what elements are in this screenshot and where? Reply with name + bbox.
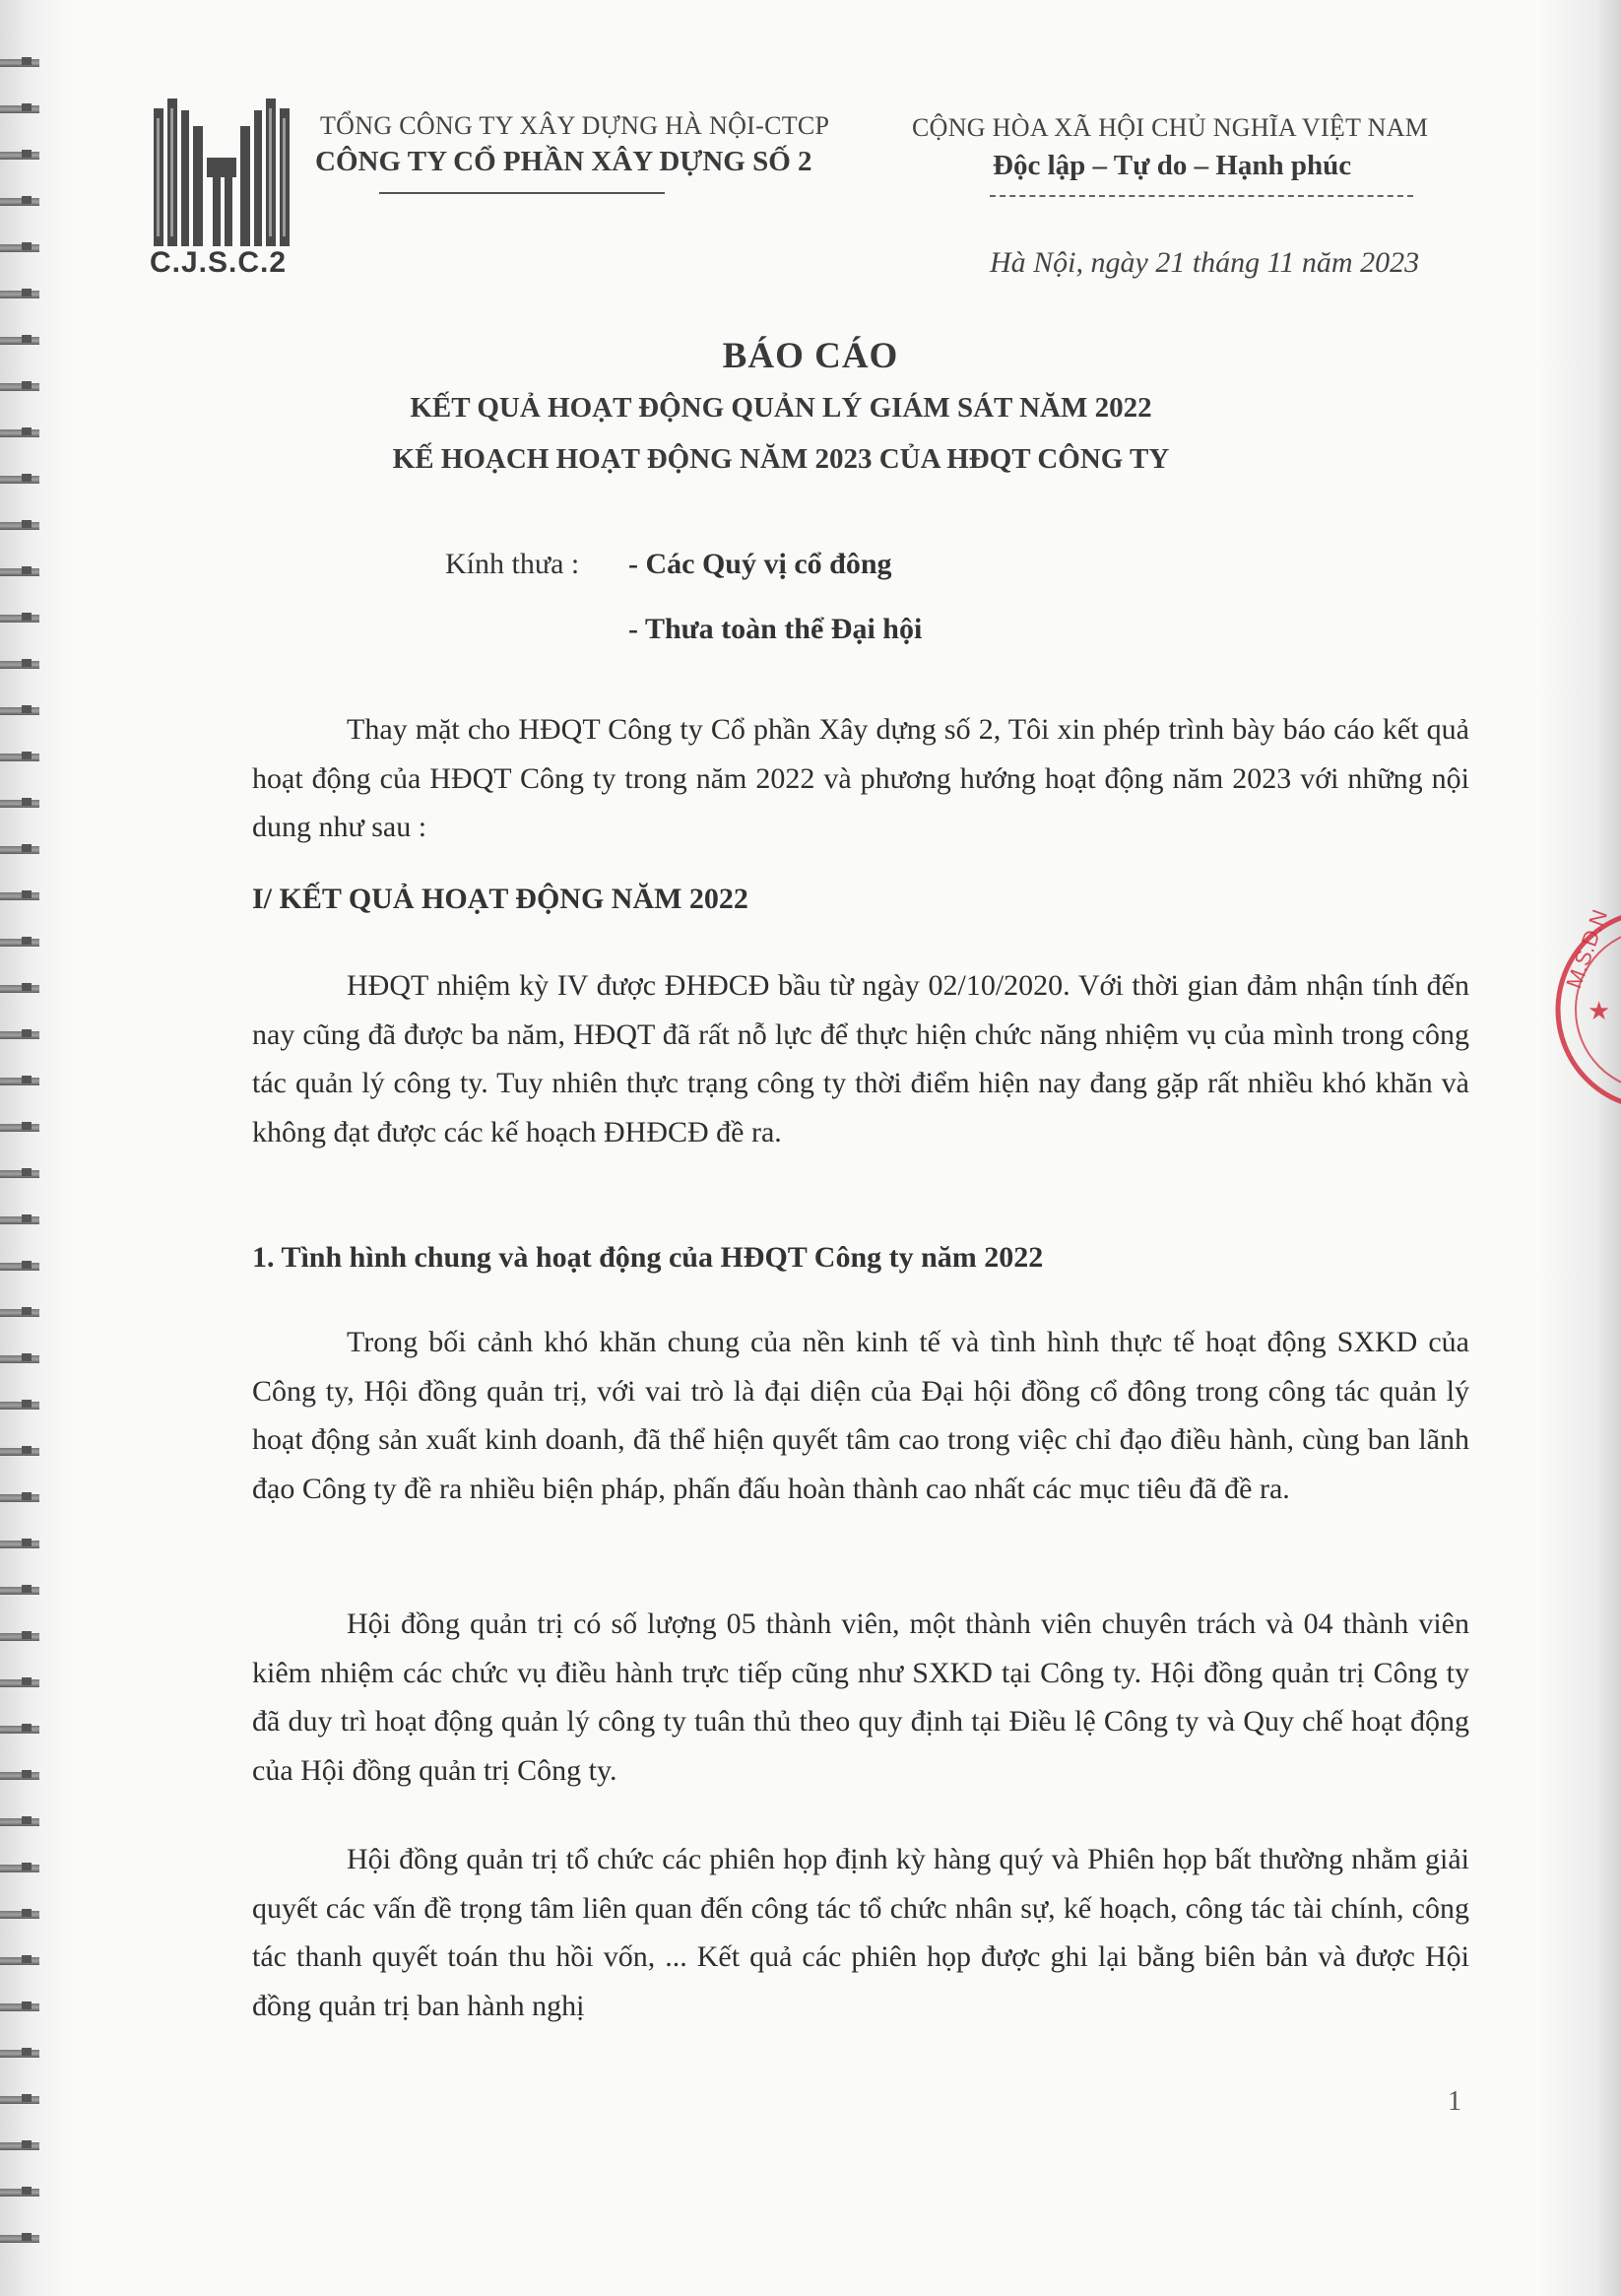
dateline: Hà Nội, ngày 21 tháng 11 năm 2023 — [990, 246, 1420, 279]
logo-text: C.J.S.C.2 — [150, 246, 288, 279]
salutation-line-2: - Thưa toàn thể Đại hội — [628, 613, 923, 645]
company-name: CÔNG TY CỔ PHẦN XÂY DỰNG SỐ 2 — [315, 146, 812, 177]
subsection-heading: 1. Tình hình chung và hoạt động của HĐQT Công ty năm 2022 — [252, 1241, 1044, 1274]
svg-text:★: ★ — [1588, 996, 1611, 1025]
document-subtitle-2: KẾ HOẠCH HOẠT ĐỘNG NĂM 2023 CỦA HĐQT CÔNG TY — [392, 443, 1170, 475]
context-paragraph: Trong bối cảnh khó khăn chung của nền kinh tế và tình hình thực tế hoạt động SXKD của Công ty, Hội đồng quản trị, với vai trò là đại diện của Đại hội đồng cổ đông trong công tác quản lý hoạt động sản xuất kinh doanh, đã thể hiện quyết tâm cao trong việc chỉ đạo điều hành, cùng ban lãnh đạo Công ty đề ra nhiều biện pháp, phấn đấu hoàn thành cao nhất các mục tiêu đã đề ra. — [252, 1326, 1469, 1505]
national-heading: CỘNG HÒA XÃ HỘI CHỦ NGHĨA VIỆT NAM — [912, 113, 1429, 142]
intro-paragraph: Thay mặt cho HĐQT Công ty Cổ phần Xây dựng số 2, Tôi xin phép trình bày báo cáo kết quả hoạt động của HĐQT Công ty trong năm 2022 và phương hướng hoạt động năm 2023 với những nội dung như sau : — [252, 713, 1469, 843]
salutation-line-1: - Các Quý vị cổ đông — [628, 548, 892, 580]
motto-underline — [990, 195, 1413, 197]
spiral-binding — [0, 49, 39, 2275]
parent-company: TỔNG CÔNG TY XÂY DỰNG HÀ NỘI-CTCP — [320, 111, 830, 140]
document-title: BÁO CÁO — [722, 336, 899, 376]
national-motto: Độc lập – Tự do – Hạnh phúc — [993, 150, 1352, 181]
svg-text:M.S.D.N: M.S.D.N — [1561, 906, 1613, 992]
salutation-label: Kính thưa : — [445, 548, 580, 580]
section-paragraph: HĐQT nhiệm kỳ IV được ĐHĐCĐ bầu từ ngày 02/10/2020. Với thời gian đảm nhận tính đến nay cũng đã được ba năm, HĐQT đã rất nỗ lực để thực hiện chức năng nhiệm vụ của mình trong công tác quản lý công ty. Tuy nhiên thực trạng công ty thời điểm hiện nay đang gặp rất nhiều khó khăn và không đạt được các kế hoạch ĐHĐCĐ đề ra. — [252, 969, 1469, 1148]
members-paragraph: Hội đồng quản trị có số lượng 05 thành viên, một thành viên chuyên trách và 04 thành viên kiêm nhiệm các chức vụ điều hành trực tiếp cũng như SXKD tại Công ty. Hội đồng quản trị Công ty đã duy trì hoạt động quản lý công ty tuân thủ theo quy định tại Điều lệ Công ty và Quy chế hoạt động của Hội đồng quản trị Công ty. — [252, 1607, 1469, 1787]
company-name-underline — [379, 192, 665, 194]
binding-holes — [22, 49, 32, 2275]
page-number: 1 — [1448, 2086, 1461, 2117]
company-seal-icon — [1548, 891, 1621, 1128]
section-heading: I/ KẾT QUẢ HOẠT ĐỘNG NĂM 2022 — [252, 883, 748, 915]
document-subtitle-1: KẾT QUẢ HOẠT ĐỘNG QUẢN LÝ GIÁM SÁT NĂM 2022 — [410, 392, 1152, 424]
meetings-paragraph: Hội đồng quản trị tổ chức các phiên họp định kỳ hàng quý và Phiên họp bất thường nhằm giải quyết các vấn đề trọng tâm liên quan đến công tác tổ chức nhân sự, kế hoạch, công tác tài chính, công tác thanh quyết toán thu hồi vốn, ... Kết quả các phiên họp được ghi lại bằng biên bản và được Hội đồng quản trị ban hành nghị — [252, 1843, 1469, 2022]
